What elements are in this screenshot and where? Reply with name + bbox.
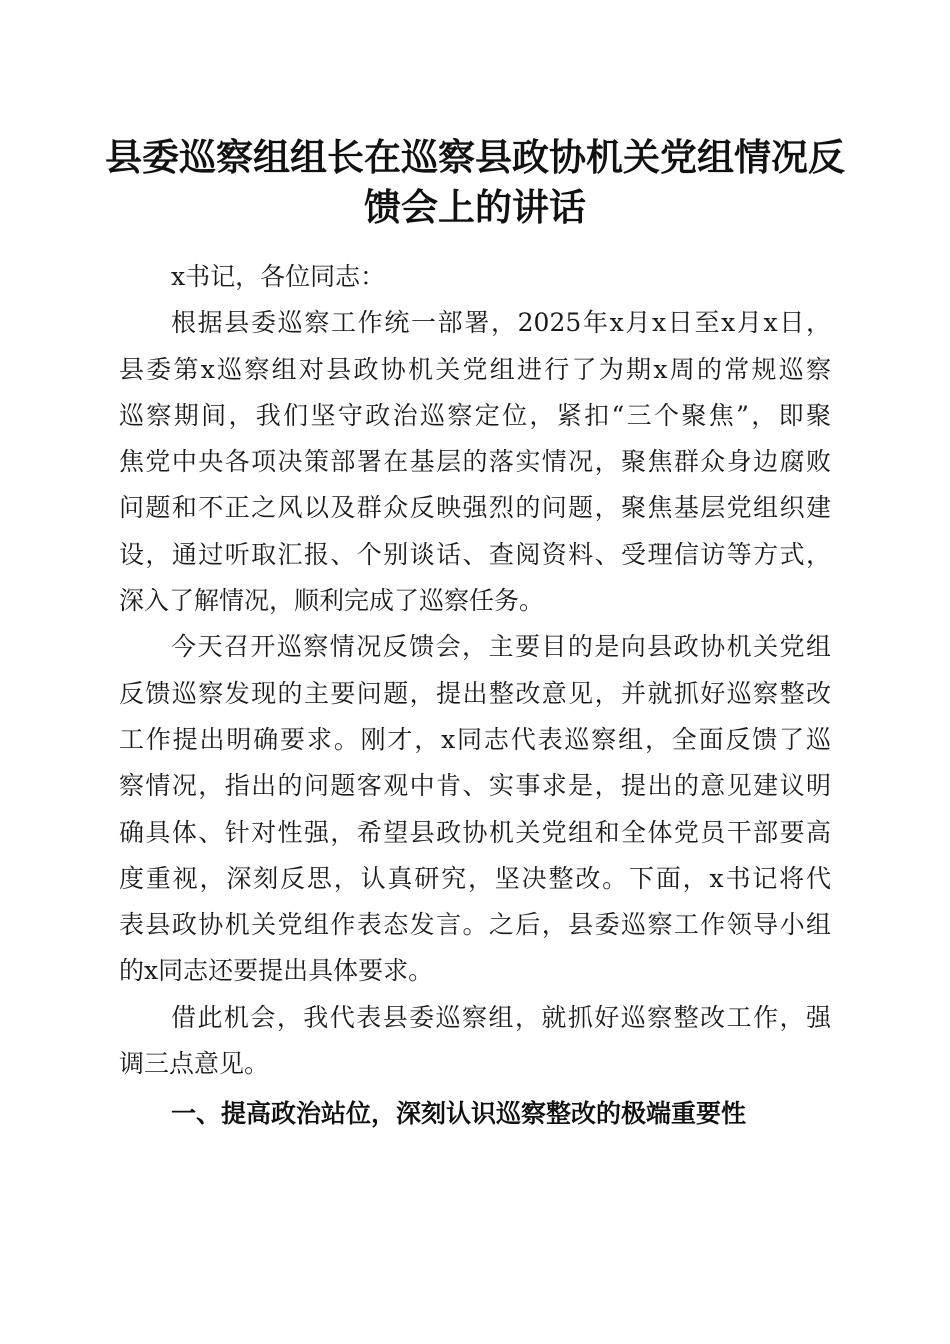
title-line: 县委巡察组组长在巡察县政协机关党组情况反	[105, 135, 845, 179]
text-line: 巡察期间，我们坚守政治巡察定位，紧扣“三个聚焦”，即聚	[119, 400, 831, 430]
opinions-intro-paragraph	[119, 995, 831, 1088]
document-body	[119, 254, 831, 1141]
text-line: 反馈巡察发现的主要问题，提出整改意见，并就抓好巡察整改	[119, 678, 831, 708]
background-paragraph	[119, 300, 831, 624]
text-line: 设，通过听取汇报、个别谈话、查阅资料、受理信访等方式，	[119, 539, 831, 569]
text-line: 表县政协机关党组作表态发言。之后，县委巡察工作领导小组	[119, 910, 831, 940]
text-line: 问题和不正之风以及群众反映强烈的问题，聚焦基层党组织建	[119, 493, 831, 523]
page-title	[100, 132, 850, 232]
text-line: 根据县委巡察工作统一部署，2025年x月x日至x月x日，	[171, 308, 831, 338]
section-heading: 一、提高政治站位，深刻认识巡察整改的极端重要性	[171, 1099, 747, 1129]
title-line: 馈会上的讲话	[364, 185, 586, 229]
text-line: 深入了解情况，顺利完成了巡察任务。	[119, 586, 545, 616]
text-line: 调三点意见。	[119, 1049, 270, 1079]
text-line: x书记，各位同志：	[171, 262, 386, 291]
text-line: 确具体、针对性强，希望县政协机关党组和全体党员干部要高	[119, 817, 831, 847]
text-line: 的x同志还要提出具体要求。	[119, 956, 434, 986]
text-line: 今天召开巡察情况反馈会，主要目的是向县政协机关党组	[171, 632, 831, 662]
text-line: 察情况，指出的问题客观中肯、实事求是，提出的意见建议明	[119, 771, 831, 801]
text-line: 借此机会，我代表县委巡察组，就抓好巡察整改工作，强	[171, 1002, 831, 1032]
text-line: 度重视，深刻反思，认真研究，坚决整改。下面，x书记将代	[119, 863, 831, 893]
text-line: 工作提出明确要求。刚才，x同志代表巡察组，全面反馈了巡	[119, 724, 831, 754]
salutation-paragraph	[119, 254, 831, 300]
text-line: 县委第x巡察组对县政协机关党组进行了为期x周的常规巡察	[119, 354, 831, 384]
meeting-purpose-paragraph	[119, 624, 831, 994]
text-line: 焦党中央各项决策部署在基层的落实情况，聚焦群众身边腐败	[119, 447, 831, 477]
